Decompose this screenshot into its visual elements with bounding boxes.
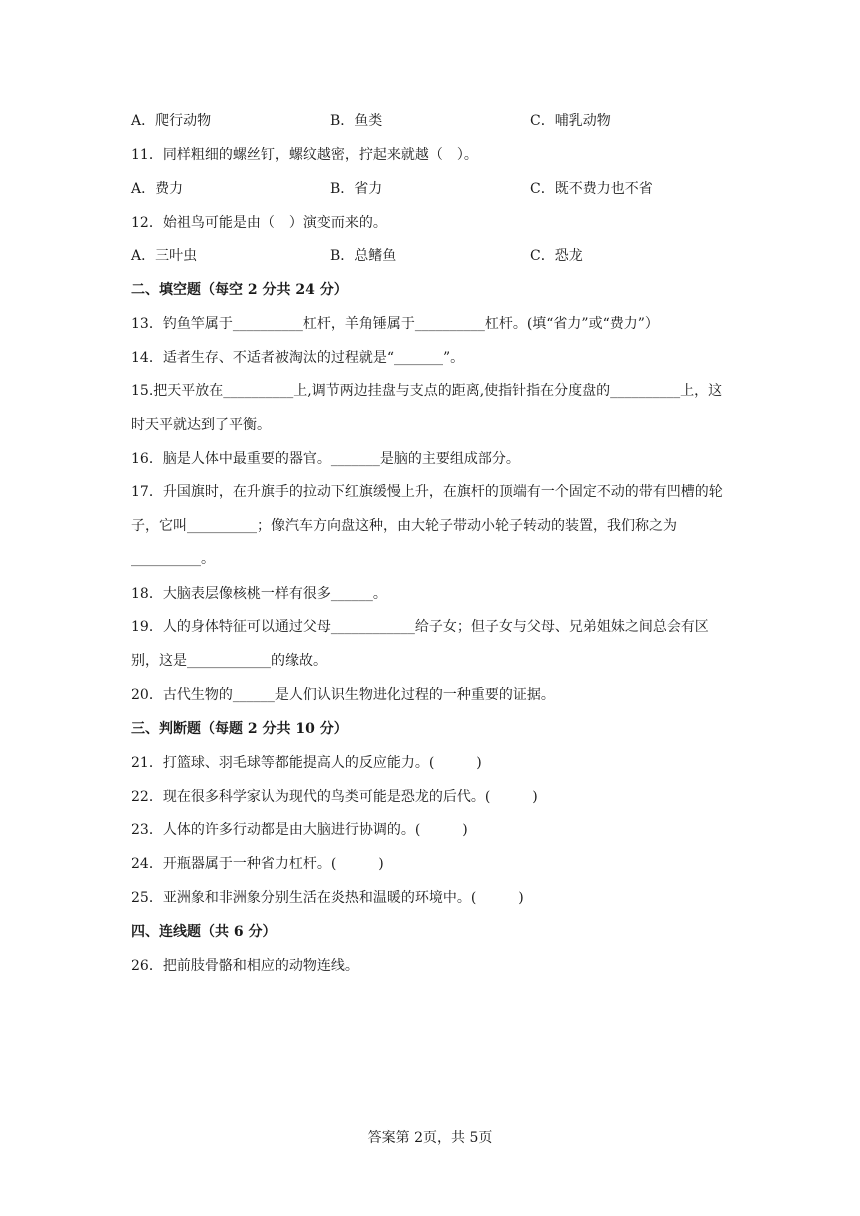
q11-option-b: B．省力 bbox=[330, 181, 383, 197]
q16: 16．脑是人体中最重要的器官。_______是脑的主要组成部分。 bbox=[131, 451, 520, 467]
q12-option-c: C．恐龙 bbox=[530, 248, 583, 264]
section-fill-in-blank-heading: 二、填空题（每空 2 分共 24 分） bbox=[131, 282, 348, 298]
q18: 18．大脑表层像核桃一样有很多______。 bbox=[131, 586, 387, 602]
q21: 21．打篮球、羽毛球等都能提高人的反应能力。( ) bbox=[131, 755, 482, 771]
q12-options bbox=[131, 246, 731, 266]
page-footer: 答案第 2页，共 5页 bbox=[367, 1130, 493, 1146]
q11-options bbox=[131, 179, 731, 199]
q13: 13．钓鱼竿属于__________杠杆，羊角锤属于__________杠杆。(填“省力”或“费力”） bbox=[131, 316, 659, 332]
q12-stem: 12．始祖鸟可能是由（ ）演变而来的。 bbox=[131, 215, 387, 231]
q26: 26．把前肢骨骼和相应的动物连线。 bbox=[131, 958, 359, 974]
q22: 22．现在很多科学家认为现代的鸟类可能是恐龙的后代。( ) bbox=[131, 789, 538, 805]
q15: 15.把天平放在__________上,调节两边挂盘与支点的距离,使指针指在分度盘的__________上，这时天平就达到了平衡。 bbox=[131, 383, 723, 433]
q11-stem: 11．同样粗细的螺丝钉，螺纹越密，拧起来就越（ ）。 bbox=[131, 147, 478, 163]
section-matching-heading: 四、连线题（共 6 分） bbox=[131, 924, 277, 940]
q23: 23．人体的许多行动都是由大脑进行协调的。( ) bbox=[131, 822, 468, 838]
section-true-false-heading: 三、判断题（每题 2 分共 10 分） bbox=[131, 721, 348, 737]
q12-option-a: A．三叶虫 bbox=[131, 248, 198, 264]
q10-options bbox=[131, 111, 731, 131]
q11-option-c: C．既不费力也不省 bbox=[530, 181, 653, 197]
q10-option-b: B．鱼类 bbox=[330, 113, 383, 129]
q11-option-a: A．费力 bbox=[131, 181, 184, 197]
q24: 24．开瓶器属于一种省力杠杆。( ) bbox=[131, 856, 384, 872]
q14: 14．适者生存、不适者被淘汰的过程就是“_______”。 bbox=[131, 350, 465, 366]
q25: 25．亚洲象和非洲象分别生活在炎热和温暖的环境中。( ) bbox=[131, 890, 524, 906]
q10-option-c: C．哺乳动物 bbox=[530, 113, 611, 129]
q20: 20．古代生物的______是人们认识生物进化过程的一种重要的证据。 bbox=[131, 687, 555, 703]
q17: 17．升国旗时，在升旗手的拉动下红旗缓慢上升，在旗杆的顶端有一个固定不动的带有凹槽的轮子，它叫__________；像汽车方向盘这种，由大轮子带动小轮子转动的装置，我们称之为__________。 bbox=[131, 484, 723, 567]
q19: 19．人的身体特征可以通过父母____________给子女；但子女与父母、兄弟姐妹之间总会有区别，这是____________的缘故。 bbox=[131, 619, 709, 669]
q10-option-a: A．爬行动物 bbox=[131, 113, 212, 129]
q12-option-b: B．总鳍鱼 bbox=[330, 248, 397, 264]
